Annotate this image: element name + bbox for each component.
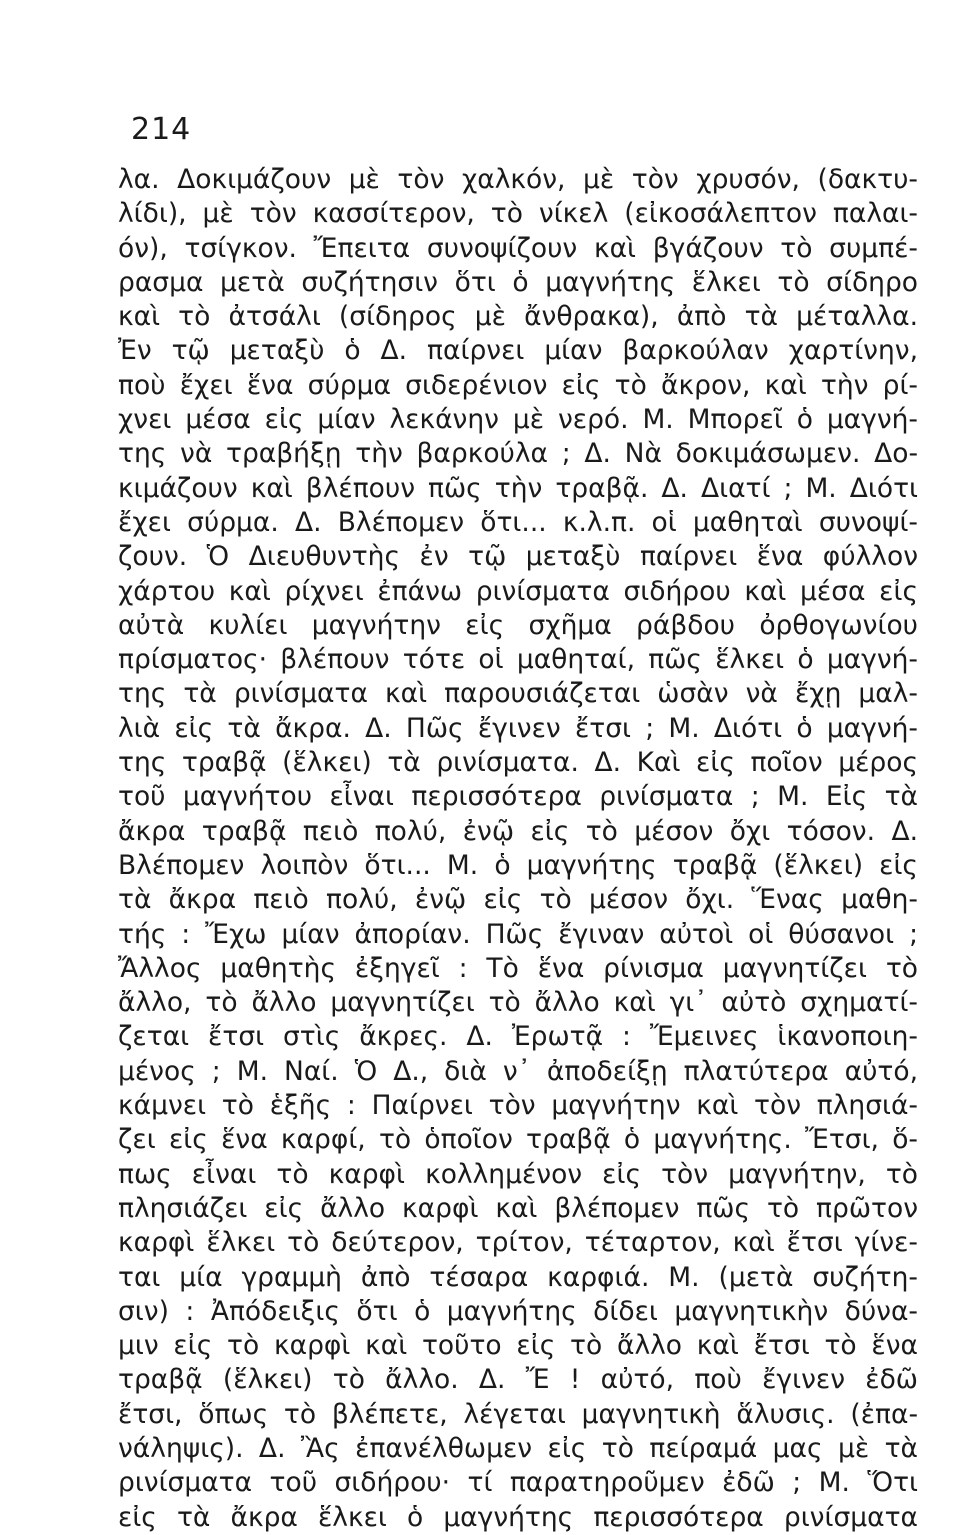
text-line: καρφὶ ἕλκει τὸ δεύτερον, τρίτον, τέταρτον, καὶ ἔτσι γίνε-	[118, 1227, 918, 1259]
text-line: ται μία γραμμὴ ἀπὸ τέσαρα καρφιά. Μ. (μετὰ συζήτη-	[118, 1261, 918, 1293]
text-line: ρασμα μετὰ συζήτησιν ὅτι ὁ μαγνήτης ἕλκει τὸ σίδηρο	[118, 266, 918, 298]
text-line: Ἄλλος μαθητὴς ἐξηγεῖ : Τὸ ἕνα ρίνισμα μαγνητίζει τὸ	[118, 952, 918, 984]
text-line: ζουν. Ὁ Διευθυντὴς ἐν τῷ μεταξὺ παίρνει ἕνα φύλλον	[118, 541, 918, 573]
text-line: ἄλλο, τὸ ἄλλο μαγνητίζει τὸ ἄλλο καὶ γι᾽ αὐτὸ σχηματί-	[118, 987, 918, 1019]
text-line: όν), τσίγκον. Ἔπειτα συνοψίζουν καὶ βγάζουν τὸ συμπέ-	[118, 232, 918, 264]
text-line: σιν) : Ἀπόδειξις ὅτι ὁ μαγνήτης δίδει μαγνητικὴν δύνα-	[118, 1295, 918, 1327]
text-line: ζει εἰς ἕνα καρφί, τὸ ὁποῖον τραβᾷ ὁ μαγνήτης. Ἔτσι, ὅ-	[118, 1124, 918, 1156]
text-line: της τραβᾷ (ἕλκει) τὰ ρινίσματα. Δ. Καὶ εἰς ποῖον μέρος	[118, 747, 918, 779]
text-line: τὰ ἄκρα πειὸ πολύ, ἐνῷ εἰς τὸ μέσον ὄχι. Ἕνας μαθη-	[118, 884, 918, 916]
text-line: τοῦ μαγνήτου εἶναι περισσότερα ρινίσματα ; Μ. Εἰς τὰ	[118, 781, 918, 813]
text-line: ἔχει σύρμα. Δ. Βλέπομεν ὅτι... κ.λ.π. οἱ μαθηταὶ συνοψί-	[118, 506, 918, 538]
text-line: λίδι), μὲ τὸν κασσίτερον, τὸ νίκελ (εἰκοσάλεπτον παλαι-	[118, 198, 918, 230]
text-line: Ἐν τῷ μεταξὺ ὁ Δ. παίρνει μίαν βαρκούλαν χαρτίνην,	[118, 335, 918, 367]
text-line: τής : Ἔχω μίαν ἀπορίαν. Πῶς ἔγιναν αὐτοὶ οἱ θύσανοι ;	[118, 918, 918, 950]
text-line: πως εἶναι τὸ καρφὶ κολλημένον εἰς τὸν μαγνήτην, τὸ	[118, 1158, 918, 1190]
text-line: πρίσματος· βλέπουν τότε οἱ μαθηταί, πῶς ἕλκει ὁ μαγνή-	[118, 644, 918, 676]
text-line: της νὰ τραβήξῃ τὴν βαρκούλα ; Δ. Νὰ δοκιμάσωμεν. Δο-	[118, 438, 918, 470]
text-line: μένος ; Μ. Ναί. Ὁ Δ., διὰ ν᾽ ἀποδείξῃ πλατύτερα αὐτό,	[118, 1055, 918, 1087]
text-line: ποὺ ἔχει ἕνα σύρμα σιδερένιον εἰς τὸ ἄκρον, καὶ τὴν ρί-	[118, 369, 918, 401]
text-line: χνει μέσα εἰς μίαν λεκάνην μὲ νερό. Μ. Μπορεῖ ὁ μαγνή-	[118, 404, 918, 436]
text-line: νάληψις). Δ. Ἂς ἐπανέλθωμεν εἰς τὸ πείραμά μας μὲ τὰ	[118, 1432, 918, 1464]
text-line: καὶ τὸ ἀτσάλι (σίδηρος μὲ ἄνθρακα), ἀπὸ τὰ μέταλλα.	[118, 301, 918, 333]
text-line: χάρτου καὶ ρίχνει ἐπάνω ρινίσματα σιδήρου καὶ μέσα εἰς	[118, 575, 918, 607]
text-line: κιμάζουν καὶ βλέπουν πῶς τὴν τραβᾷ. Δ. Διατί ; Μ. Διότι	[118, 472, 918, 504]
page-number: 214	[131, 112, 192, 147]
text-line: πλησιάζει εἰς ἄλλο καρφὶ καὶ βλέπομεν πῶς τὸ πρῶτον	[118, 1192, 918, 1224]
text-line: ἔτσι, ὅπως τὸ βλέπετε, λέγεται μαγνητικὴ ἅλυσις. (ἐπα-	[118, 1398, 918, 1430]
text-line: Βλέπομεν λοιπὸν ὅτι... Μ. ὁ μαγνήτης τραβᾷ (ἕλκει) εἰς	[118, 849, 918, 881]
text-line: τραβᾷ (ἕλκει) τὸ ἄλλο. Δ. Ἔ ! αὐτό, ποὺ ἔγινεν ἐδῶ	[118, 1364, 918, 1396]
text-line: μιν εἰς τὸ καρφὶ καὶ τοῦτο εἰς τὸ ἄλλο καὶ ἔτσι τὸ ἕνα	[118, 1330, 918, 1362]
text-line: λιὰ εἰς τὰ ἄκρα. Δ. Πῶς ἔγινεν ἔτσι ; Μ. Διότι ὁ μαγνή-	[118, 712, 918, 744]
text-line: λα. Δοκιμάζουν μὲ τὸν χαλκόν, μὲ τὸν χρυσόν, (δακτυ-	[118, 164, 918, 195]
text-line: της τὰ ρινίσματα καὶ παρουσιάζεται ὡσὰν νὰ ἔχῃ μαλ-	[118, 678, 918, 710]
text-line: ἄκρα τραβᾷ πειὸ πολύ, ἐνῷ εἰς τὸ μέσον ὄχι τόσον. Δ.	[118, 815, 918, 847]
text-line: ρινίσματα τοῦ σιδήρου· τί παρατηροῦμεν ἐδῶ ; Μ. Ὅτι	[118, 1467, 918, 1499]
text-line: κάμνει τὸ ἑξῆς : Παίρνει τὸν μαγνήτην καὶ τὸν πλησιά-	[118, 1090, 918, 1122]
text-line: ζεται ἔτσι στὶς ἄκρες. Δ. Ἐρωτᾷ : Ἔμεινες ἱκανοποιη-	[118, 1021, 918, 1053]
body-text	[118, 163, 918, 1535]
text-line: εἰς τὰ ἄκρα ἕλκει ὁ μαγνήτης περισσότερα ρινίσματα	[118, 1501, 918, 1533]
text-line: αὐτὰ κυλίει μαγνήτην εἰς σχῆμα ράβδου ὀρθογωνίου	[118, 609, 918, 641]
